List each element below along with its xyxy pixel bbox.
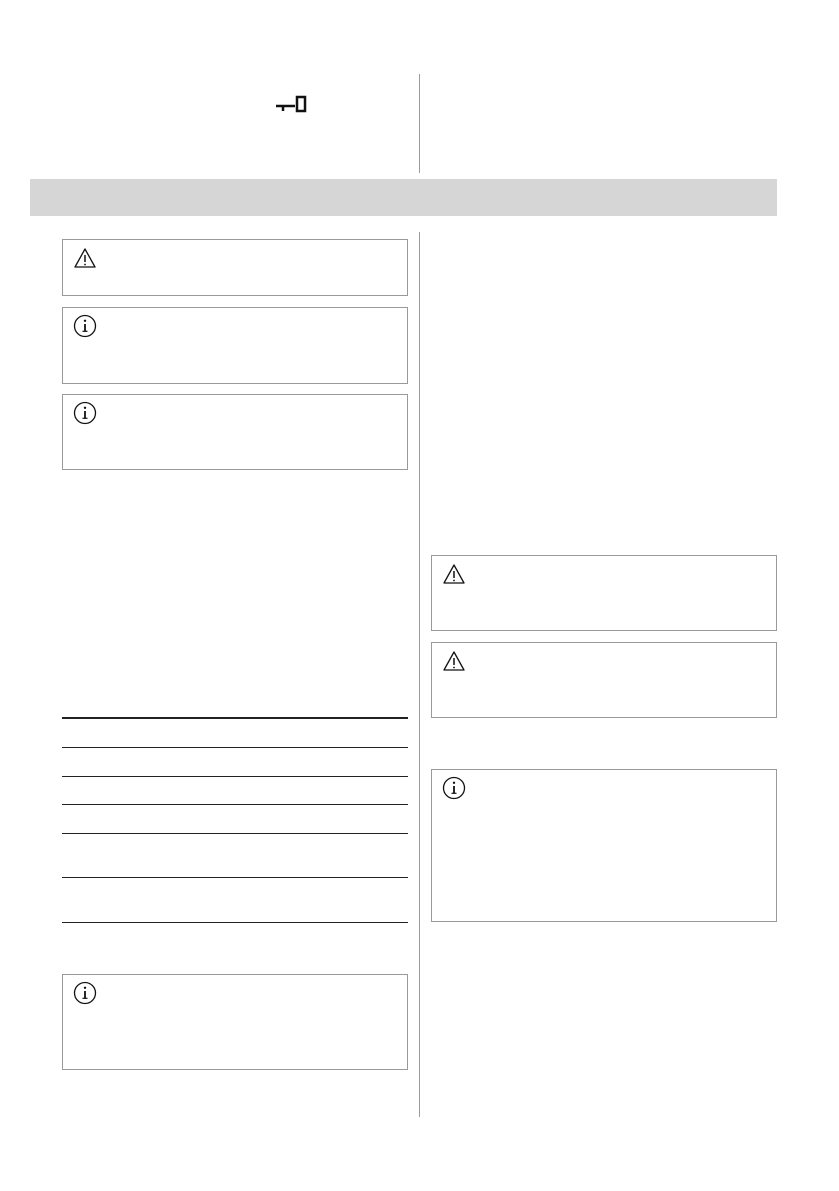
table-row-rule (62, 747, 408, 748)
info-notice-4 (431, 769, 777, 922)
warning-triangle-icon (442, 562, 466, 586)
table-row-rule (62, 804, 408, 805)
warning-notice-3 (431, 642, 777, 718)
info-circle-icon (442, 776, 466, 800)
warning-notice-1 (62, 239, 408, 296)
info-notice-3 (62, 974, 408, 1070)
table-row-rule (62, 833, 408, 834)
table-row-rule (62, 877, 408, 878)
column-divider (419, 232, 420, 1117)
info-circle-icon (73, 401, 97, 425)
table-header-rule (62, 717, 408, 719)
warning-triangle-icon (73, 246, 97, 270)
top-column-divider (419, 74, 420, 173)
key-lock-icon (275, 95, 309, 113)
warning-notice-2 (431, 555, 777, 631)
info-circle-icon (73, 314, 97, 338)
info-circle-icon (73, 981, 97, 1005)
table-row-rule (62, 922, 408, 923)
info-notice-1 (62, 307, 408, 384)
table-row-rule (62, 776, 408, 777)
warning-triangle-icon (442, 649, 466, 673)
info-notice-2 (62, 394, 408, 470)
section-header-bar (30, 179, 777, 216)
